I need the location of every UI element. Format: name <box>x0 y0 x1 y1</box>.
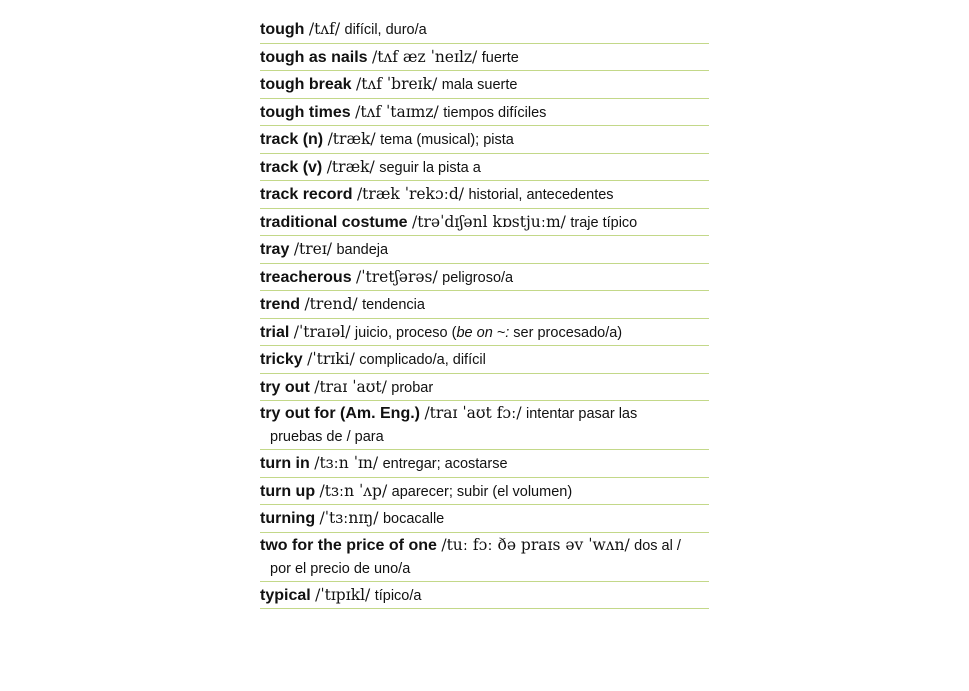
glossary-entry-track-record <box>260 181 709 209</box>
glossary-entry-try-out-for <box>260 401 709 450</box>
glossary-entry-track-n <box>260 126 709 154</box>
glossary-entry-turn-in <box>260 450 709 478</box>
pronunciation: /træk/ <box>327 130 376 148</box>
pronunciation: /tʌf æz ˈneɪlz/ <box>372 47 478 66</box>
headword: tough <box>260 21 305 38</box>
translation: bandeja <box>336 242 389 258</box>
glossary-entry-tricky <box>260 346 709 374</box>
glossary-entry-trial <box>260 319 709 347</box>
glossary-entry-two-for-the-price-of-one <box>260 533 709 582</box>
translation: dos al / <box>634 537 681 554</box>
glossary-list <box>260 16 709 609</box>
translation: historial, antecedentes <box>468 187 614 203</box>
glossary-entry-tough <box>260 16 709 44</box>
pronunciation: /tɜːn ˈɪn/ <box>314 454 379 472</box>
pronunciation: /traɪ ˈaʊt/ <box>314 377 387 396</box>
pronunciation: /ˈtraɪəl/ <box>293 322 351 341</box>
headword: tough break <box>260 76 352 93</box>
pronunciation: /tʌf/ <box>308 20 341 38</box>
headword: turn up <box>260 482 316 500</box>
translation-continued: por el precio de uno/a <box>270 560 411 577</box>
pronunciation: /trend/ <box>304 295 358 313</box>
pronunciation: /ˈtretʃərəs/ <box>356 267 438 286</box>
pronunciation: /trəˈdɪʃənl kɒstjuːm/ <box>412 212 566 231</box>
translation-continued: pruebas de / para <box>270 429 384 445</box>
headword: tray <box>260 241 290 258</box>
glossary-entry-treacherous <box>260 264 709 292</box>
headword: tricky <box>260 351 303 368</box>
translation <box>355 325 622 341</box>
glossary-entry-tough-times <box>260 99 709 127</box>
headword: track record <box>260 186 353 203</box>
headword: tough times <box>260 103 351 121</box>
headword: turning <box>260 510 316 527</box>
glossary-entry-track-v <box>260 154 709 182</box>
translation: tendencia <box>362 297 425 313</box>
headword: try out for (Am. Eng.) <box>260 405 420 422</box>
translation-part: ser procesado/a) <box>509 324 623 341</box>
pronunciation: /tʌf ˈtaɪmz/ <box>355 102 439 121</box>
glossary-entry-traditional-costume <box>260 209 709 237</box>
glossary-entry-trend <box>260 291 709 319</box>
glossary-entry-turning <box>260 505 709 533</box>
translation: bocacalle <box>382 511 445 527</box>
translation: peligroso/a <box>442 269 514 286</box>
pronunciation: /træk/ <box>326 157 375 176</box>
translation: probar <box>391 379 434 396</box>
translation: tiempos difíciles <box>443 104 547 121</box>
glossary-entry-turn-up <box>260 478 709 506</box>
headword: typical <box>260 586 311 604</box>
headword: try out <box>260 378 310 396</box>
glossary-entry-tough-break <box>260 71 709 99</box>
pronunciation: /traɪ ˈaʊt fɔː/ <box>424 404 522 422</box>
translation: traje típico <box>570 214 638 231</box>
pronunciation: /ˈtrɪki/ <box>307 350 355 368</box>
translation: típico/a <box>374 587 422 604</box>
pronunciation: /tɜːn ˈʌp/ <box>319 481 388 500</box>
usage-example: be on ~: <box>456 324 510 341</box>
headword: traditional costume <box>260 213 408 231</box>
translation-part: juicio, proceso ( <box>354 324 457 341</box>
translation: mala suerte <box>441 77 518 93</box>
headword: trial <box>260 323 290 341</box>
pronunciation: /ˈtɜːnɪŋ/ <box>319 509 379 527</box>
translation: entregar; acostarse <box>382 456 508 472</box>
translation: fuerte <box>481 49 519 66</box>
glossary-entry-try-out <box>260 374 709 402</box>
translation: aparecer; subir (el volumen) <box>391 483 573 500</box>
glossary-entry-tough-as-nails <box>260 44 709 72</box>
pronunciation: /tuː fɔː ðə praɪs əv ˈwʌn/ <box>441 535 630 554</box>
headword: track (n) <box>260 131 324 148</box>
pronunciation: /ˈtɪpɪkl/ <box>315 585 371 604</box>
headword: two for the price of one <box>260 536 437 554</box>
headword: track (v) <box>260 158 323 176</box>
glossary-entry-tray <box>260 236 709 264</box>
translation: difícil, duro/a <box>344 22 427 38</box>
headword: turn in <box>260 455 310 472</box>
pronunciation: /treɪ/ <box>293 240 333 258</box>
glossary-entry-typical <box>260 582 709 610</box>
headword: tough as nails <box>260 48 368 66</box>
pronunciation: /tʌf ˈbreɪk/ <box>356 75 438 93</box>
pronunciation: /træk ˈrekɔːd/ <box>356 185 464 203</box>
translation: complicado/a, difícil <box>359 352 486 368</box>
headword: treacherous <box>260 268 352 286</box>
headword: trend <box>260 296 300 313</box>
translation: tema (musical); pista <box>380 132 514 148</box>
translation: intentar pasar las <box>526 406 638 422</box>
translation: seguir la pista a <box>379 159 481 176</box>
